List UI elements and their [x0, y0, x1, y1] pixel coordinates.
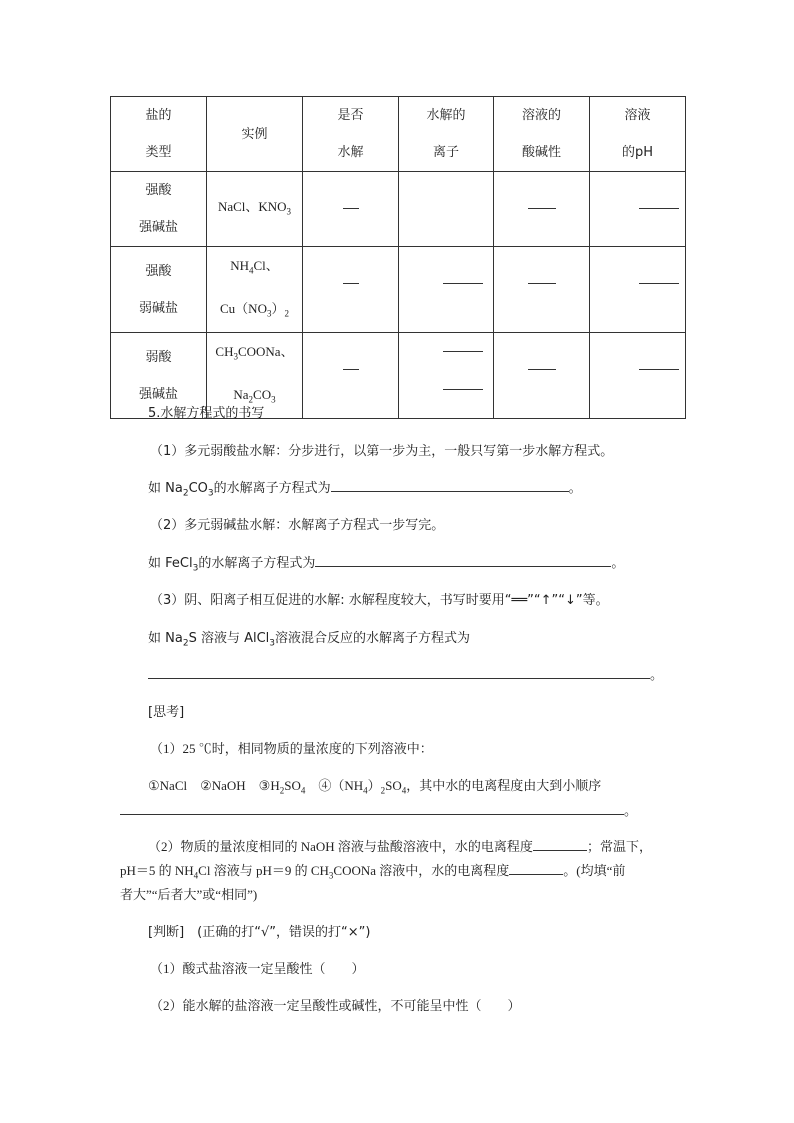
answer-blank[interactable]	[509, 862, 563, 875]
cell-example: $CH_3COONa$、 $Na_2CO_3$	[207, 333, 303, 419]
cell-salt-type: 弱酸 强碱盐	[111, 333, 207, 419]
answer-blank[interactable]	[343, 208, 359, 209]
think-2-line-1: （2）物质的量浓度相同的 NaOH 溶液与盐酸溶液中，水的电离程度 ；常温下，	[148, 839, 652, 854]
header-hydrolyze: 是否 水解	[303, 97, 399, 172]
cell-ph-blank[interactable]	[590, 333, 686, 419]
cell-ph-blank[interactable]	[590, 172, 686, 247]
cell-hydrolyze-blank[interactable]	[303, 247, 399, 333]
think-heading: [思考]	[148, 705, 185, 720]
cell-example: NaCl、$KNO_3$	[207, 172, 303, 247]
header-example: 实例	[207, 97, 303, 172]
answer-blank[interactable]	[315, 554, 611, 567]
section-5-1-question: 如 $Na_2CO_3$的水解离子方程式为 。	[148, 481, 582, 499]
answer-blank[interactable]	[533, 838, 587, 851]
answer-blank[interactable]	[528, 283, 556, 284]
cell-salt-type: 强酸 强碱盐	[111, 172, 207, 247]
section-5-2-question: 如 FeCl$_3$的水解离子方程式为 。	[148, 556, 625, 574]
cell-acidity-blank[interactable]	[494, 333, 590, 419]
section-5-title: 5.水解方程式的书写	[148, 406, 265, 421]
table-row	[111, 172, 686, 247]
answer-blank[interactable]	[443, 389, 483, 390]
section-5-2: （2）多元弱碱盐水解：水解离子方程式一步写完。	[150, 518, 445, 533]
section-5-3-question: 如 $Na_2S$ 溶液与 AlCl$_3$溶液混合反应的水解离子方程式为	[148, 631, 471, 649]
cell-ion-blank[interactable]	[399, 333, 494, 419]
answer-blank[interactable]	[148, 666, 650, 679]
section-5-3: （3）阴、阳离子相互促进的水解: 水解程度较大，书写时要用“══”“↑”“↓”等。	[150, 593, 609, 608]
answer-blank[interactable]	[639, 369, 679, 370]
header-hydrolyzed-ion: 水解的 离子	[399, 97, 494, 172]
cell-ion-blank[interactable]	[399, 247, 494, 333]
answer-blank[interactable]	[639, 208, 679, 209]
cell-hydrolyze-blank[interactable]	[303, 333, 399, 419]
answer-blank[interactable]	[331, 479, 569, 492]
answer-blank[interactable]	[443, 351, 483, 352]
section-5-3-answer-line: 。	[148, 664, 663, 683]
cell-hydrolyze-blank[interactable]	[303, 172, 399, 247]
header-ph: 溶液 的pH	[590, 97, 686, 172]
salt-hydrolysis-table	[110, 96, 686, 419]
answer-blank[interactable]	[639, 283, 679, 284]
think-1-answer-line: 。	[120, 800, 637, 819]
cell-ph-blank[interactable]	[590, 247, 686, 333]
answer-blank[interactable]	[343, 369, 359, 370]
table-header-row	[111, 97, 686, 172]
cell-salt-type: 强酸 弱碱盐	[111, 247, 207, 333]
header-acidity: 溶液的 酸碱性	[494, 97, 590, 172]
think-2-line-3: 者大”“后者大”或“相同”)	[120, 887, 258, 902]
think-1-list: ①NaCl ②NaOH $③H_2SO_4$ $④(NH_4)_2SO_4$，其中水的电离程度由大到小顺序	[148, 778, 602, 796]
section-5-1: （1）多元弱酸盐水解：分步进行，以第一步为主，一般只写第一步水解方程式。	[150, 444, 614, 459]
cell-acidity-blank[interactable]	[494, 247, 590, 333]
judge-heading: [判断] (正确的打“√”，错误的打“×”)	[148, 925, 371, 940]
answer-blank[interactable]	[443, 283, 483, 284]
cell-acidity-blank[interactable]	[494, 172, 590, 247]
answer-blank[interactable]	[343, 283, 359, 284]
cell-example: $NH_4Cl$、 $Cu(NO_3)_2$	[207, 247, 303, 333]
judge-2: （2）能水解的盐溶液一定呈酸性或碱性，不可能呈中性（ ）	[150, 998, 521, 1013]
answer-blank[interactable]	[120, 802, 624, 815]
answer-blank[interactable]	[528, 208, 556, 209]
judge-1: （1）酸式盐溶液一定呈酸性（ ）	[150, 961, 365, 976]
table-row	[111, 247, 686, 333]
think-2-line-2: pH＝5 的 $NH_4Cl$ 溶液与 pH＝9 的 $CH_3COONa$ 溶液中，水的电离程度 。(均填“前	[120, 863, 626, 881]
cell-ion-blank[interactable]	[399, 172, 494, 247]
header-salt-type: 盐的 类型	[111, 97, 207, 172]
think-1: （1）25 ℃时，相同物质的量浓度的下列溶液中：	[150, 741, 433, 756]
answer-blank[interactable]	[528, 369, 556, 370]
